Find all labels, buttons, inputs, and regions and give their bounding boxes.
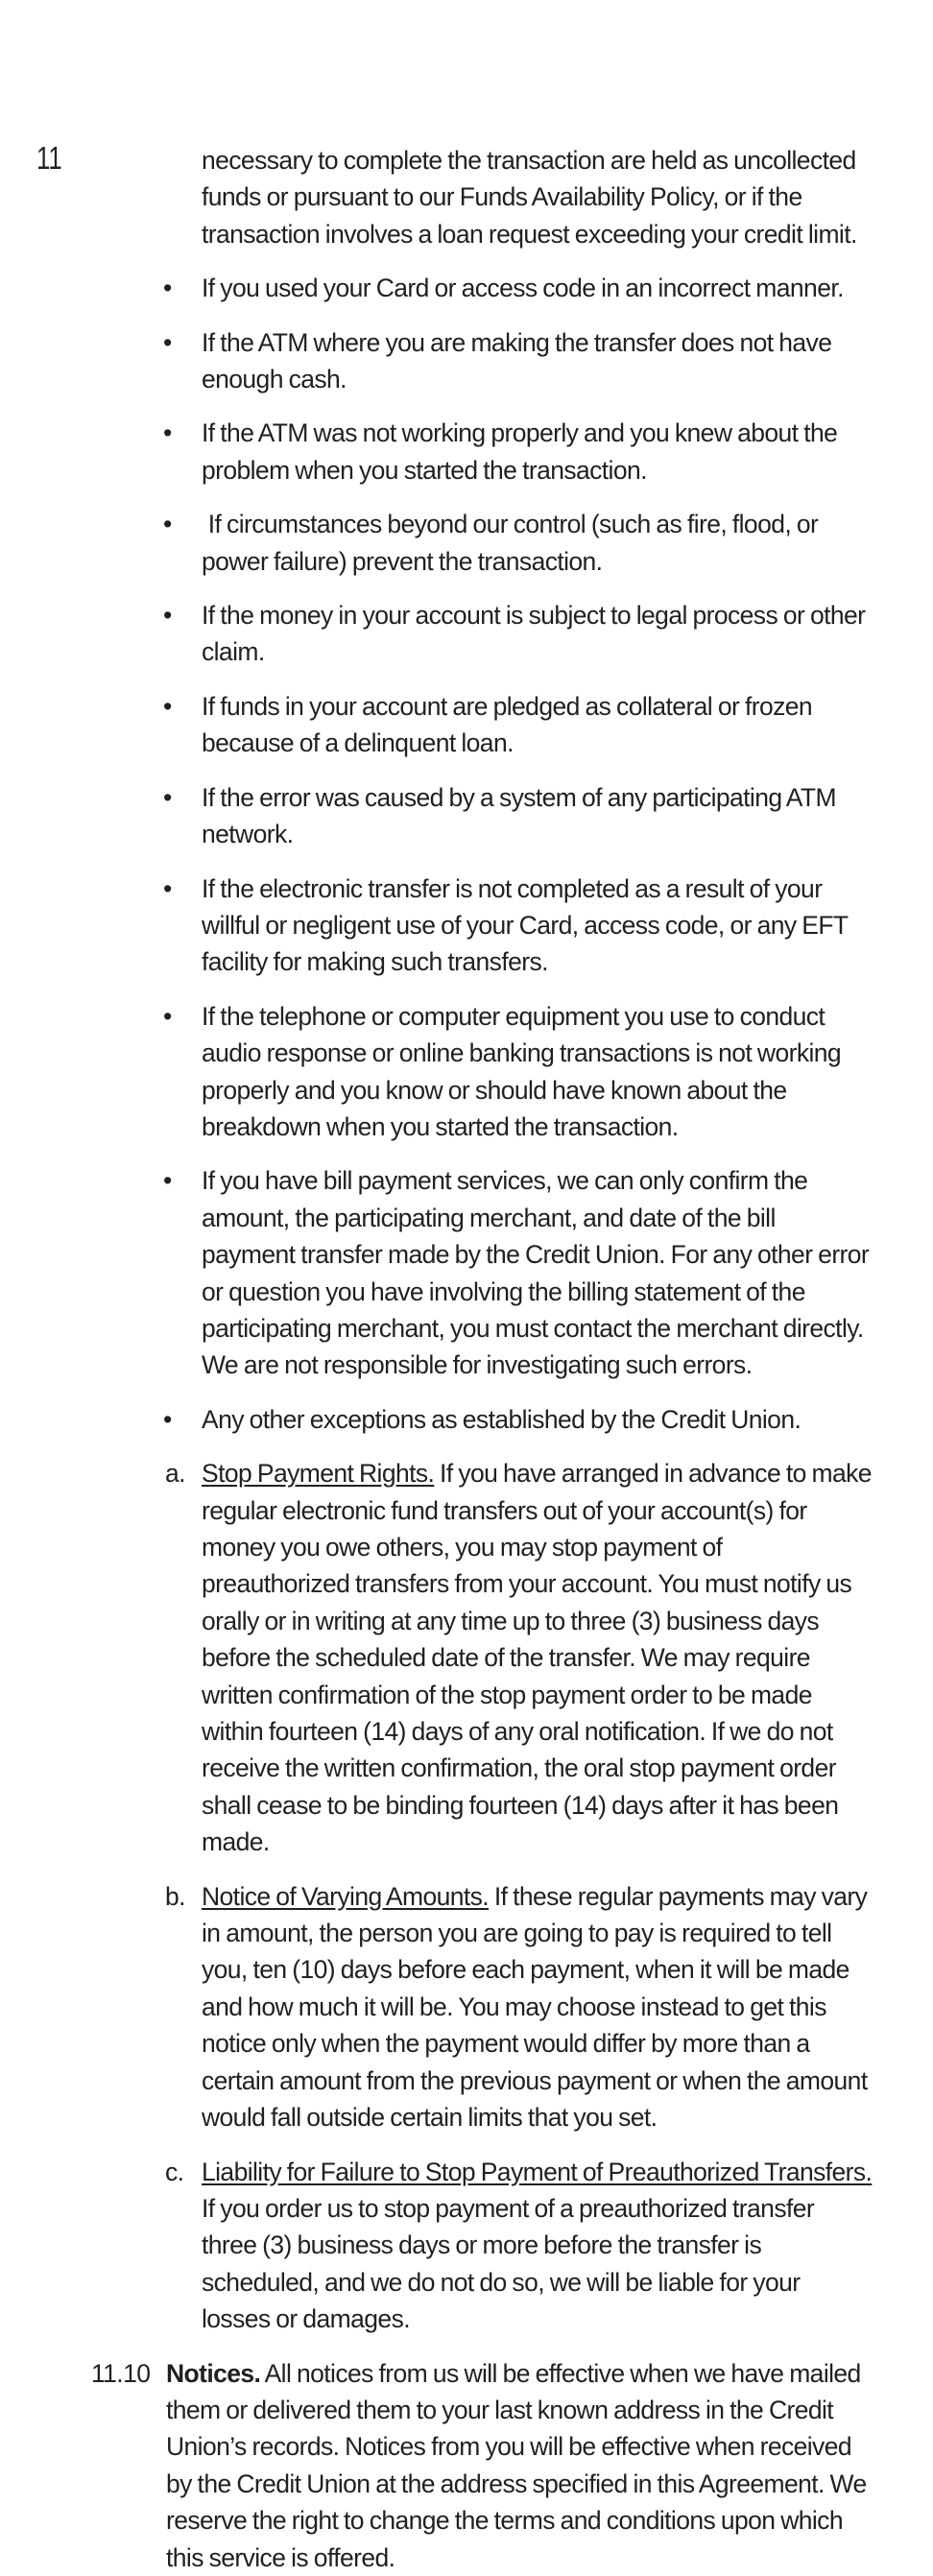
bullet-marker: •: [163, 418, 172, 448]
subsection-marker: a.: [165, 1459, 185, 1489]
bullet-marker: •: [163, 691, 172, 721]
subsection-stop-payment-rights: [0, 1455, 873, 1860]
list-item: [0, 688, 873, 762]
list-item: [0, 871, 873, 981]
list-item: [0, 415, 873, 489]
section-number: 11.10: [91, 2358, 151, 2388]
list-item-text: If the money in your account is subject to legal process or other claim.: [202, 601, 866, 667]
document-body: [0, 142, 933, 2576]
bullet-marker: •: [163, 1166, 172, 1196]
section-title: Notices.: [166, 2358, 261, 2388]
list-item-text: If you have bill payment services, we can only confirm the amount, the participating merchant, and date of the bill payment transfer made by the Credit Union. For any other error or question you have involving the billing statement of the participating merchant, you must contact the merchant directly. We are not responsible for investigating such errors.: [202, 1166, 870, 1380]
bullet-marker: •: [163, 510, 172, 539]
subsection-liability-for-failure: [0, 2154, 873, 2338]
section-notices: [0, 2355, 867, 2576]
bullet-marker: •: [163, 601, 172, 631]
bullet-marker: •: [163, 1001, 172, 1031]
subsection-text: If these regular payments may vary in amount, the person you are going to pay is required to tell you, ten (10) days before each payment, when it will be made and how much it will be. You may choose instead to get this notice only when the payment would differ by more than a certain amount from the previous payment or when the amount would fall outside certain limits that you set.: [202, 1881, 868, 2133]
subsection-text: If you order us to stop payment of a preauthorized transfer three (3) business days or more before the transfer is scheduled, and we do not do so, we will be liable for your losses or damages.: [202, 2193, 815, 2334]
list-item-text: If the telephone or computer equipment you use to conduct audio response or online banking transactions is not working properly and you know or should have known about the breakdown when you started the transaction.: [202, 1001, 842, 1141]
list-item: [0, 779, 873, 853]
list-item: [0, 597, 873, 671]
subsection-list: [0, 1455, 933, 2337]
bullet-marker: •: [163, 1404, 172, 1434]
subsection-title: Liability for Failure to Stop Payment of Preauthorized Transfers.: [202, 2157, 873, 2186]
section-text: All notices from us will be effective when we have mailed them or delivered them to your last known address in the Credit Union’s records. Notices from you will be effective when received by the Credit Union at the address specified in this Agreement. We reserve the right to change the terms and conditions upon which this service is offered.: [166, 2358, 867, 2572]
list-item: [0, 1162, 873, 1383]
bullet-marker: •: [163, 274, 172, 303]
subsection-title: Notice of Varying Amounts.: [202, 1881, 490, 1911]
list-item: [0, 998, 873, 1146]
list-item-text: If the error was caused by a system of any participating ATM network.: [202, 782, 836, 849]
list-item: [0, 1401, 873, 1438]
subsection-marker: c.: [165, 2157, 184, 2186]
bullet-marker: •: [163, 873, 172, 903]
subsection-marker: b.: [165, 1881, 185, 1911]
subsection-text: If you have arranged in advance to make regular electronic fund transfers out of your account(s) for money you owe others, you may stop payment of preauthorized transfers from your account. You must notify us orally or in writing at any time up to three (3) business days before the scheduled date of the transfer. We may require written confirmation of the stop payment order to be made within fourteen (14) days of any oral notification. If we do not receive the written confirmation, the oral stop payment order shall cease to be binding fourteen (14) days after it has been made.: [202, 1459, 872, 1857]
list-item-text: If the ATM where you are making the transfer does not have enough cash.: [202, 327, 832, 394]
page-number: 11: [36, 140, 62, 176]
list-item: [0, 270, 873, 306]
bullet-marker: •: [163, 782, 172, 812]
list-item-text: If the ATM was not working properly and you knew about the problem when you started the transaction.: [202, 418, 838, 485]
list-item-text: If the electronic transfer is not completed as a result of your willful or negligent use of your Card, access code, or any EFT facility for making such transfers.: [202, 873, 849, 977]
subsection-title: Stop Payment Rights.: [202, 1459, 435, 1489]
continuation-paragraph: necessary to complete the transaction are held as uncollected funds or pursuant to our Funds Availability Policy, or if the transaction involves a loan request exceeding your credit limit.: [202, 146, 857, 249]
list-item-text: If funds in your account are pledged as collateral or frozen because of a delinquent loan.: [202, 691, 813, 758]
exceptions-list: [0, 270, 933, 1438]
list-item-text: Any other exceptions as established by the Credit Union.: [202, 1404, 801, 1434]
subsection-notice-of-varying-amounts: [0, 1878, 873, 2136]
bullet-marker: •: [163, 327, 172, 357]
list-item: [0, 506, 873, 580]
list-item-text: If you used your Card or access code in an incorrect manner.: [202, 274, 844, 303]
list-item: [0, 324, 873, 398]
list-item-text: If circumstances beyond our control (such as fire, flood, or power failure) prevent the transaction.: [202, 510, 825, 576]
